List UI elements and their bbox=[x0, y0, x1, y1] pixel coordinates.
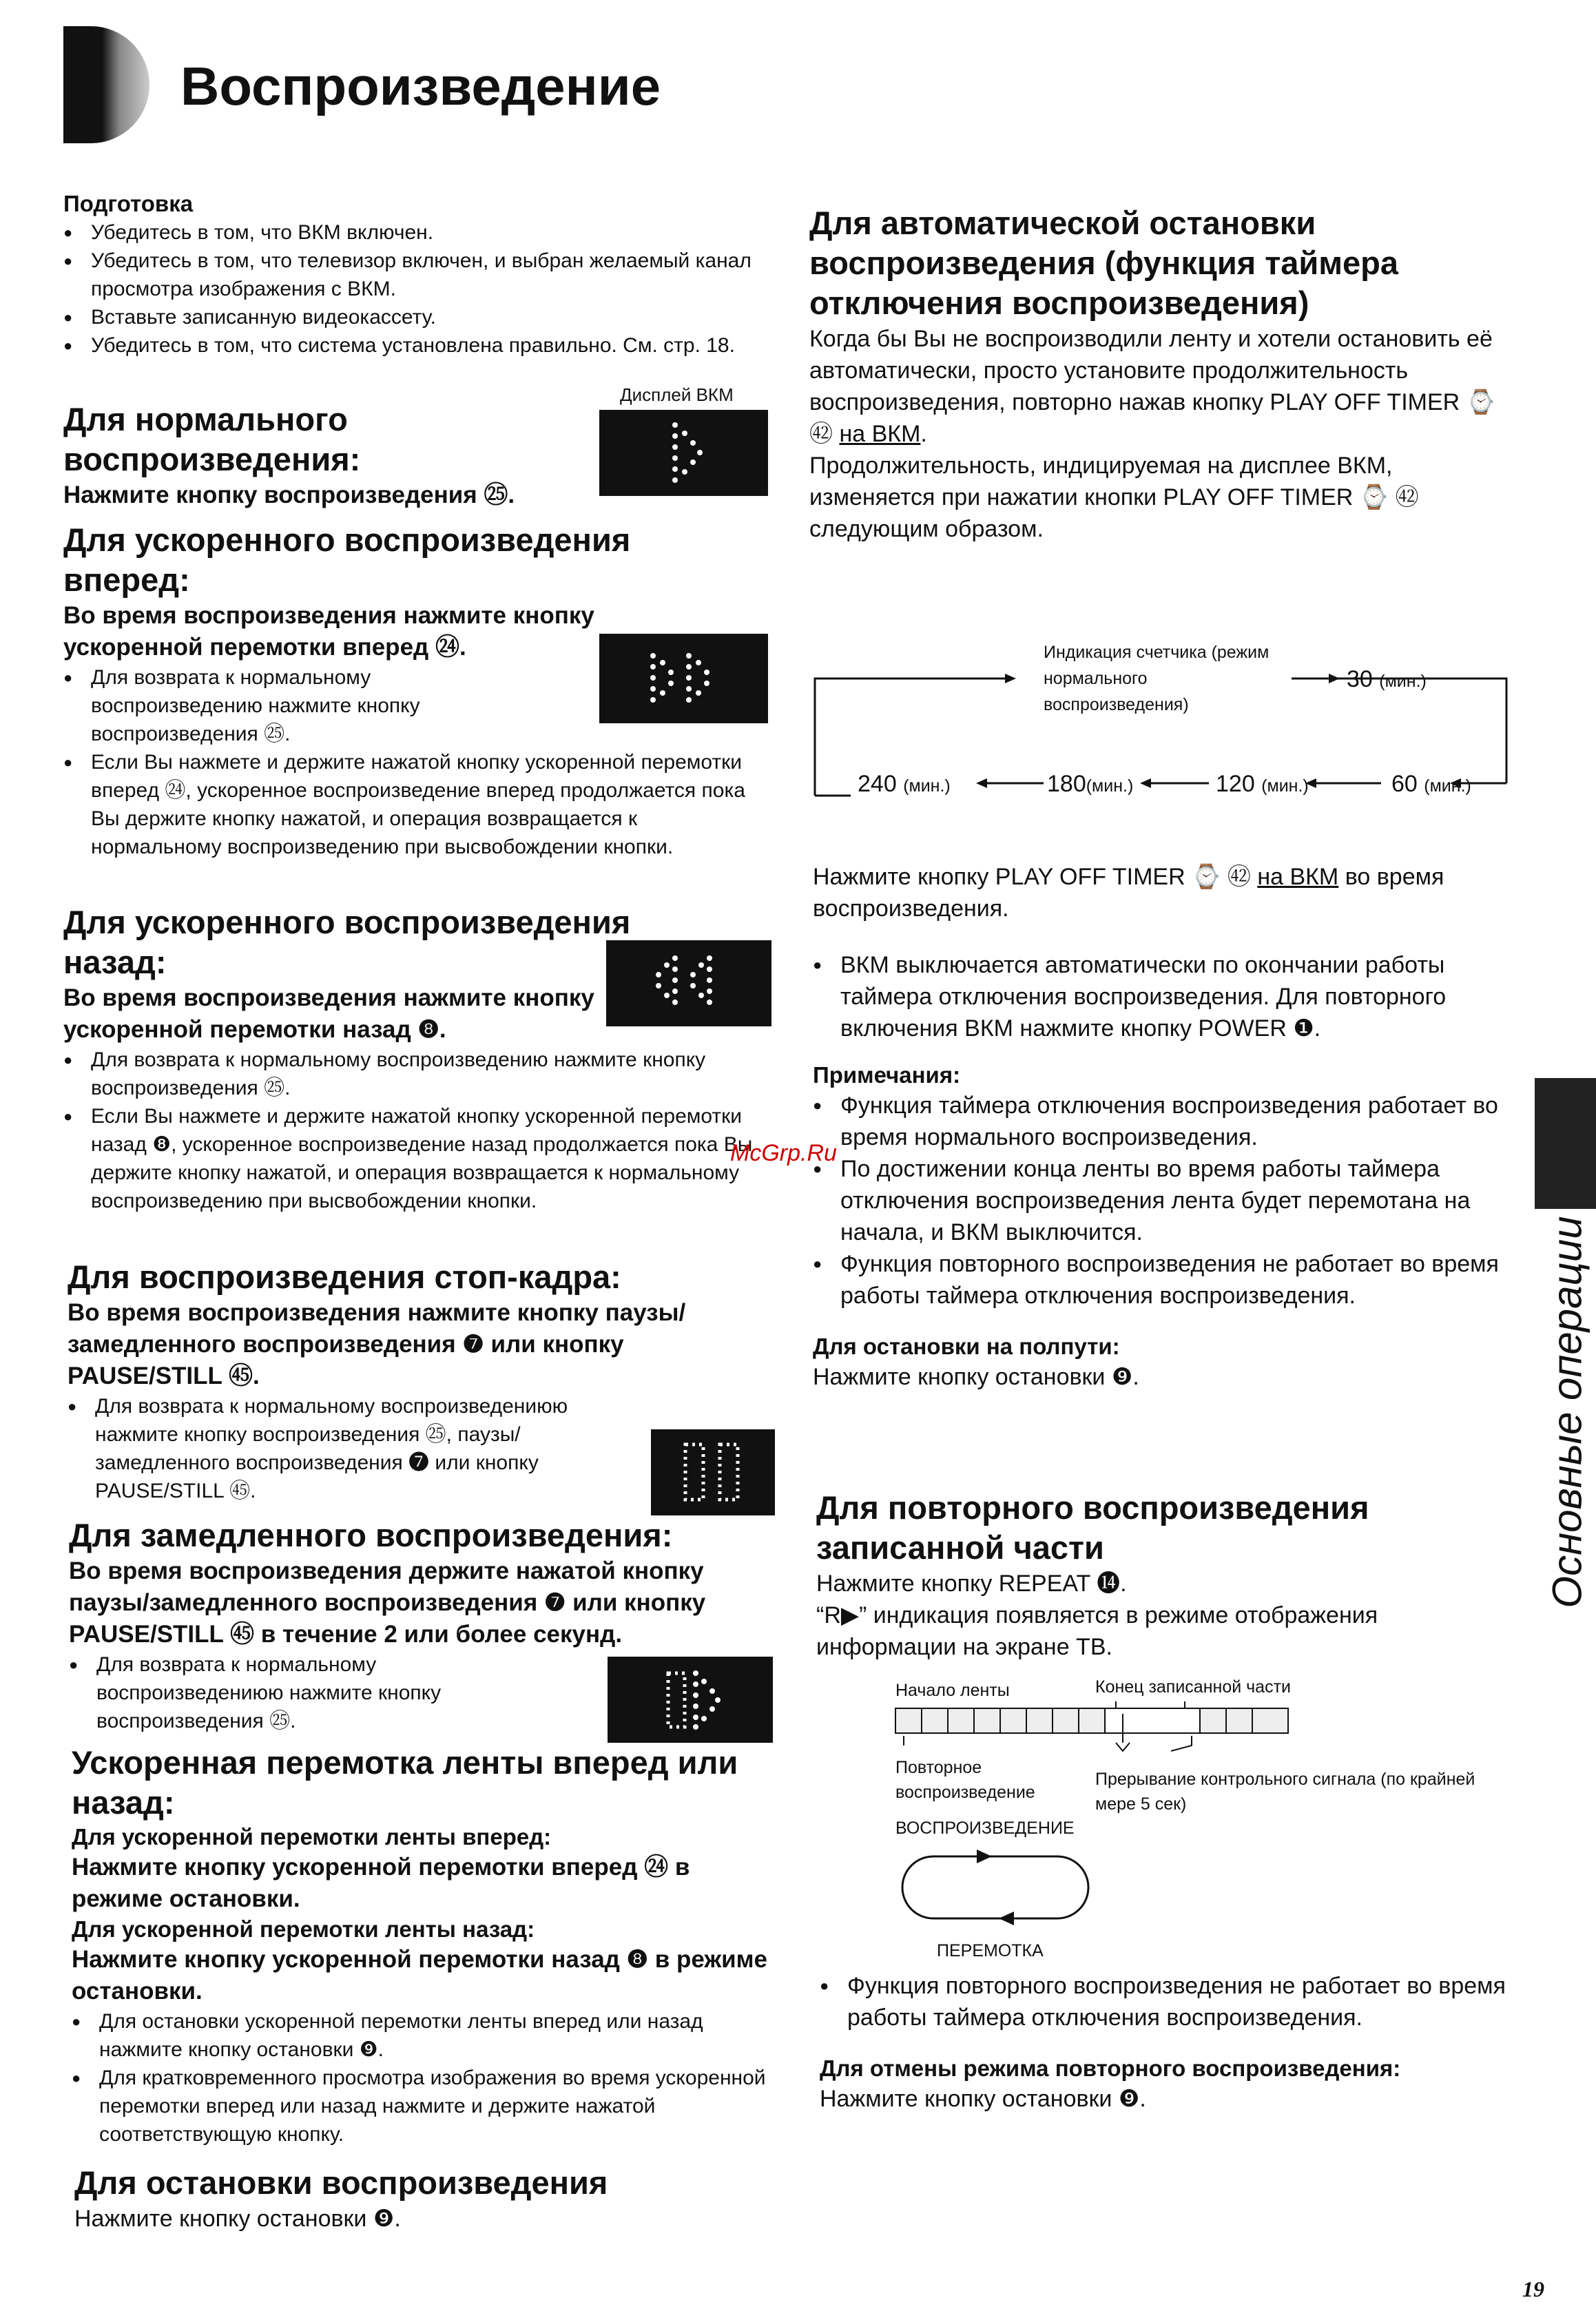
normal-heading: Для нормального воспроизведения: bbox=[63, 401, 361, 477]
cancel-repeat-heading: Для отмены режима повторного воспроизведения: bbox=[820, 2055, 1401, 2081]
left-column bbox=[63, 189, 773, 360]
ff-heading: Для ускоренного воспроизведения вперед: bbox=[63, 521, 631, 598]
list-item: ● Функция повторного воспроизведения не работает во время работы таймера отключения воспроизведения. bbox=[813, 1248, 1522, 1312]
repeat-text2: “R▶” индикация появляется в режиме отображения информации на экране ТВ. bbox=[816, 1602, 1378, 1660]
list-item: ● Функция таймера отключения воспроизведения работает во время нормального воспроизведения. bbox=[813, 1090, 1522, 1153]
repeat-notes-section bbox=[820, 1970, 1522, 2115]
auto-stop-press-section bbox=[813, 861, 1522, 1393]
fast-wind-section bbox=[72, 1743, 781, 2148]
page-title: Воспроизведение bbox=[180, 56, 661, 116]
section-tab-graphic bbox=[63, 26, 149, 143]
list-item: ● Если Вы нажмете и держите нажатой кнопку ускоренной перемотки вперед ㉔, ускоренное воспроизведение вперед продолжается пока Вы держите кнопку нажатой, и операция возвращается к нормальному воспроизведению при высвобождении кнопки. bbox=[63, 748, 773, 861]
timer-30-value: 30 bbox=[1347, 666, 1373, 692]
normal-instruction: Нажмите кнопку воспроизведения ㉕. bbox=[63, 481, 515, 508]
repeat-heading: Для повторного воспроизведения записанной части bbox=[816, 1489, 1369, 1566]
display-label: Дисплей ВКМ bbox=[620, 384, 734, 405]
list-item: ● Вставьте записанную видеокассету. bbox=[63, 303, 773, 331]
play-icon bbox=[599, 410, 768, 496]
list-item: ● Для возврата к нормальному воспроизведению нажмите кнопку воспроизведения ㉕. bbox=[63, 1046, 773, 1102]
normal-section bbox=[63, 400, 614, 511]
fast-wind-list bbox=[72, 2007, 781, 2148]
timer-240-value: 240 bbox=[858, 771, 897, 797]
repeat-section bbox=[816, 1488, 1519, 1663]
list-item: ● ВКМ выключается автоматически по окончании работы таймера отключения воспроизведения. Для повторного включения ВКМ нажмите кнопку POWER ❶. bbox=[813, 949, 1481, 1044]
timer-60-value: 60 bbox=[1391, 771, 1418, 797]
auto-stop-list bbox=[813, 949, 1522, 1044]
repeat-play-label: Повторное воспроизведение bbox=[895, 1758, 1035, 1802]
fast-wind-heading: Ускоренная перемотка ленты вперед или назад: bbox=[72, 1744, 738, 1821]
lcd-pause-display bbox=[651, 1429, 775, 1515]
rewind-label: ПЕРЕМОТКА bbox=[937, 1941, 1044, 1960]
timer-120 bbox=[1216, 768, 1309, 802]
prep-list bbox=[63, 218, 773, 360]
fast-wind-sub1: Для ускоренной перемотки ленты вперед: bbox=[72, 1824, 552, 1850]
fast-wind-instr2: Нажмите кнопку ускоренной перемотки назад ❽ в режиме остановки. bbox=[72, 1946, 768, 2005]
rewind-icon bbox=[606, 940, 771, 1026]
timer-180 bbox=[1047, 768, 1133, 802]
auto-stop-text1: Когда бы Вы не воспроизводили ленту и хотели остановить её автоматически, просто установите продолжительность воспроизведения, повторно нажав кнопку PLAY OFF TIMER ⌚ ㊷ на ВКМ. bbox=[809, 326, 1495, 447]
notes-list bbox=[813, 1090, 1522, 1312]
rew-heading: Для ускоренного воспроизведения назад: bbox=[63, 904, 631, 980]
rew-instruction: Во время воспроизведения нажмите кнопку ускоренной перемотки назад ❽. bbox=[63, 984, 594, 1043]
timer-unit: (мин.) bbox=[1379, 672, 1427, 691]
list-item: ● Убедитесь в том, что система установлена правильно. См. стр. 18. bbox=[63, 331, 773, 360]
list-item: ● Убедитесь в том, что телевизор включен, и выбран желаемый канал просмотра изображения с ВКМ. bbox=[63, 247, 773, 303]
timer-180-value: 180 bbox=[1047, 771, 1086, 797]
auto-stop-heading: Для автоматической остановки воспроизведения (функция таймера отключения воспроизведения) bbox=[809, 205, 1398, 321]
counter-label: Индикация счетчика (режим нормального воспроизведения) bbox=[1044, 643, 1269, 714]
auto-stop-section bbox=[809, 203, 1519, 545]
pause-icon bbox=[651, 1429, 775, 1515]
interrupt-label: Прерывание контрольного сигнала (по крайней мере 5 сек) bbox=[1095, 1770, 1475, 1814]
list-item: ● Для кратковременного просмотра изображения во время ускоренной перемотки вперед или назад нажмите и держите нажатой соответствующую кнопку. bbox=[72, 2064, 781, 2148]
auto-stop-text1-main: Когда бы Вы не воспроизводили ленту и хотели остановить её автоматически, просто установите продолжительность воспроизведения, повторно нажав кнопку PLAY OFF TIMER ⌚ ㊷ bbox=[809, 326, 1495, 447]
rew-list bbox=[63, 1046, 773, 1215]
still-instruction: Во время воспроизведения нажмите кнопку паузы/замедленного воспроизведения ❼ или кнопку PAUSE/STILL ㊺. bbox=[68, 1299, 686, 1389]
stop-section bbox=[74, 2163, 784, 2235]
repeat-text1: Нажмите кнопку REPEAT ⓮. bbox=[816, 1571, 1127, 1597]
watermark: McGrp.Ru bbox=[730, 1140, 837, 1166]
timer-cycle-diagram bbox=[809, 637, 1519, 809]
tape-start-label: Начало ленты bbox=[895, 1681, 1010, 1700]
fast-wind-instr1: Нажмите кнопку ускоренной перемотки вперед ㉔ в режиме остановки. bbox=[72, 1854, 690, 1912]
fast-wind-sub2: Для ускоренной перемотки ленты назад: bbox=[72, 1916, 535, 1942]
play-label: ВОСПРОИЗВЕДЕНИЕ bbox=[895, 1819, 1075, 1838]
timer-unit: (мин.) bbox=[903, 776, 951, 796]
lcd-ff-display bbox=[599, 634, 768, 723]
still-heading: Для воспроизведения стоп-кадра: bbox=[68, 1259, 621, 1295]
rec-end-label: Конец записанной части bbox=[1095, 1677, 1291, 1697]
auto-stop-press bbox=[813, 861, 1522, 924]
repeat-list bbox=[820, 1970, 1522, 2033]
timer-60 bbox=[1391, 768, 1471, 802]
press-link: на ВКМ bbox=[1257, 864, 1339, 890]
list-item: ● Для возврата к нормальному воспроизведениюю нажмите кнопку воспроизведения ㉕, паузы/ замедленного воспроизведения ❼ или кнопку PAUSE/STILL ㊺. bbox=[68, 1392, 632, 1505]
notes-heading: Примечания: bbox=[813, 1062, 961, 1088]
slow-play-icon bbox=[608, 1657, 773, 1743]
halfway-text: Нажмите кнопку остановки ❾. bbox=[813, 1364, 1139, 1390]
prep-heading: Подготовка bbox=[63, 191, 194, 216]
stop-text: Нажмите кнопку остановки ❾. bbox=[74, 2206, 401, 2232]
timer-240 bbox=[858, 768, 951, 802]
timer-unit: (мин.) bbox=[1086, 776, 1134, 796]
side-label bbox=[1529, 1171, 1596, 1653]
list-item: ● По достижении конца ленты во время работы таймера отключения воспроизведения лента будет перемотана на начала, и ВКМ выключится. bbox=[813, 1153, 1522, 1248]
auto-stop-text2: Продолжительность, индицируемая на дисплее ВКМ, изменяется при нажатии кнопки PLAY OFF TIMER ⌚ ㊷ следующим образом. bbox=[809, 453, 1419, 542]
list-item: ● Убедитесь в том, что ВКМ включен. bbox=[63, 218, 773, 247]
ff-instruction: Во время воспроизведения нажмите кнопку ускоренной перемотки вперед ㉔. bbox=[63, 602, 594, 661]
repeat-diagram bbox=[889, 1674, 1509, 1970]
timer-unit: (мин.) bbox=[1424, 776, 1471, 796]
stop-heading: Для остановки воспроизведения bbox=[74, 2164, 608, 2201]
page-number: 19 bbox=[1522, 2277, 1544, 2301]
lcd-play-display bbox=[599, 410, 768, 496]
repeat-loop-arrow bbox=[895, 1843, 1095, 1939]
slow-heading: Для замедленного воспроизведения: bbox=[69, 1517, 673, 1553]
timer-120-value: 120 bbox=[1216, 771, 1255, 797]
press-tail: во время воспроизведения. bbox=[813, 864, 1444, 922]
fast-forward-icon bbox=[599, 634, 768, 723]
list-item: ● Для остановки ускоренной перемотки ленты вперед или назад нажмите кнопку остановки ❾. bbox=[72, 2007, 781, 2064]
list-item: ● Для возврата к нормальному воспроизведению нажмите кнопку воспроизведения ㉕. bbox=[63, 663, 532, 748]
cancel-repeat-text: Нажмите кнопку остановки ❾. bbox=[820, 2086, 1146, 2112]
timer-30 bbox=[1347, 663, 1427, 697]
lcd-slow-display bbox=[608, 1657, 773, 1743]
list-item: ● Если Вы нажмете и держите нажатой кнопку ускоренной перемотки назад ❽, ускоренное воспроизведение назад продолжается пока Вы держите кнопку нажатой, и операция возвращается к нормальному воспроизведению при высвобождении кнопки. bbox=[63, 1102, 773, 1215]
list-item: ● Функция повторного воспроизведения не работает во время работы таймера отключения воспроизведения. bbox=[820, 1970, 1522, 2033]
press-main: Нажмите кнопку PLAY OFF TIMER ⌚ ㊷ bbox=[813, 864, 1251, 890]
halfway-heading: Для остановки на полпути: bbox=[813, 1334, 1120, 1359]
timer-unit: (мин.) bbox=[1261, 776, 1309, 796]
lcd-rew-display bbox=[606, 940, 771, 1026]
on-vcr-link: на ВКМ bbox=[839, 421, 921, 447]
list-item: ● Для возврата к нормальному воспроизведениюю нажмите кнопку воспроизведения ㉕. bbox=[69, 1650, 537, 1735]
side-label-text: Основные операции bbox=[1544, 1216, 1590, 1608]
slow-instruction: Во время воспроизведения держите нажатой кнопку паузы/замедленного воспроизведения ❼ или кнопку PAUSE/STILL ㊺ в течение 2 или более секунд. bbox=[69, 1557, 706, 1648]
